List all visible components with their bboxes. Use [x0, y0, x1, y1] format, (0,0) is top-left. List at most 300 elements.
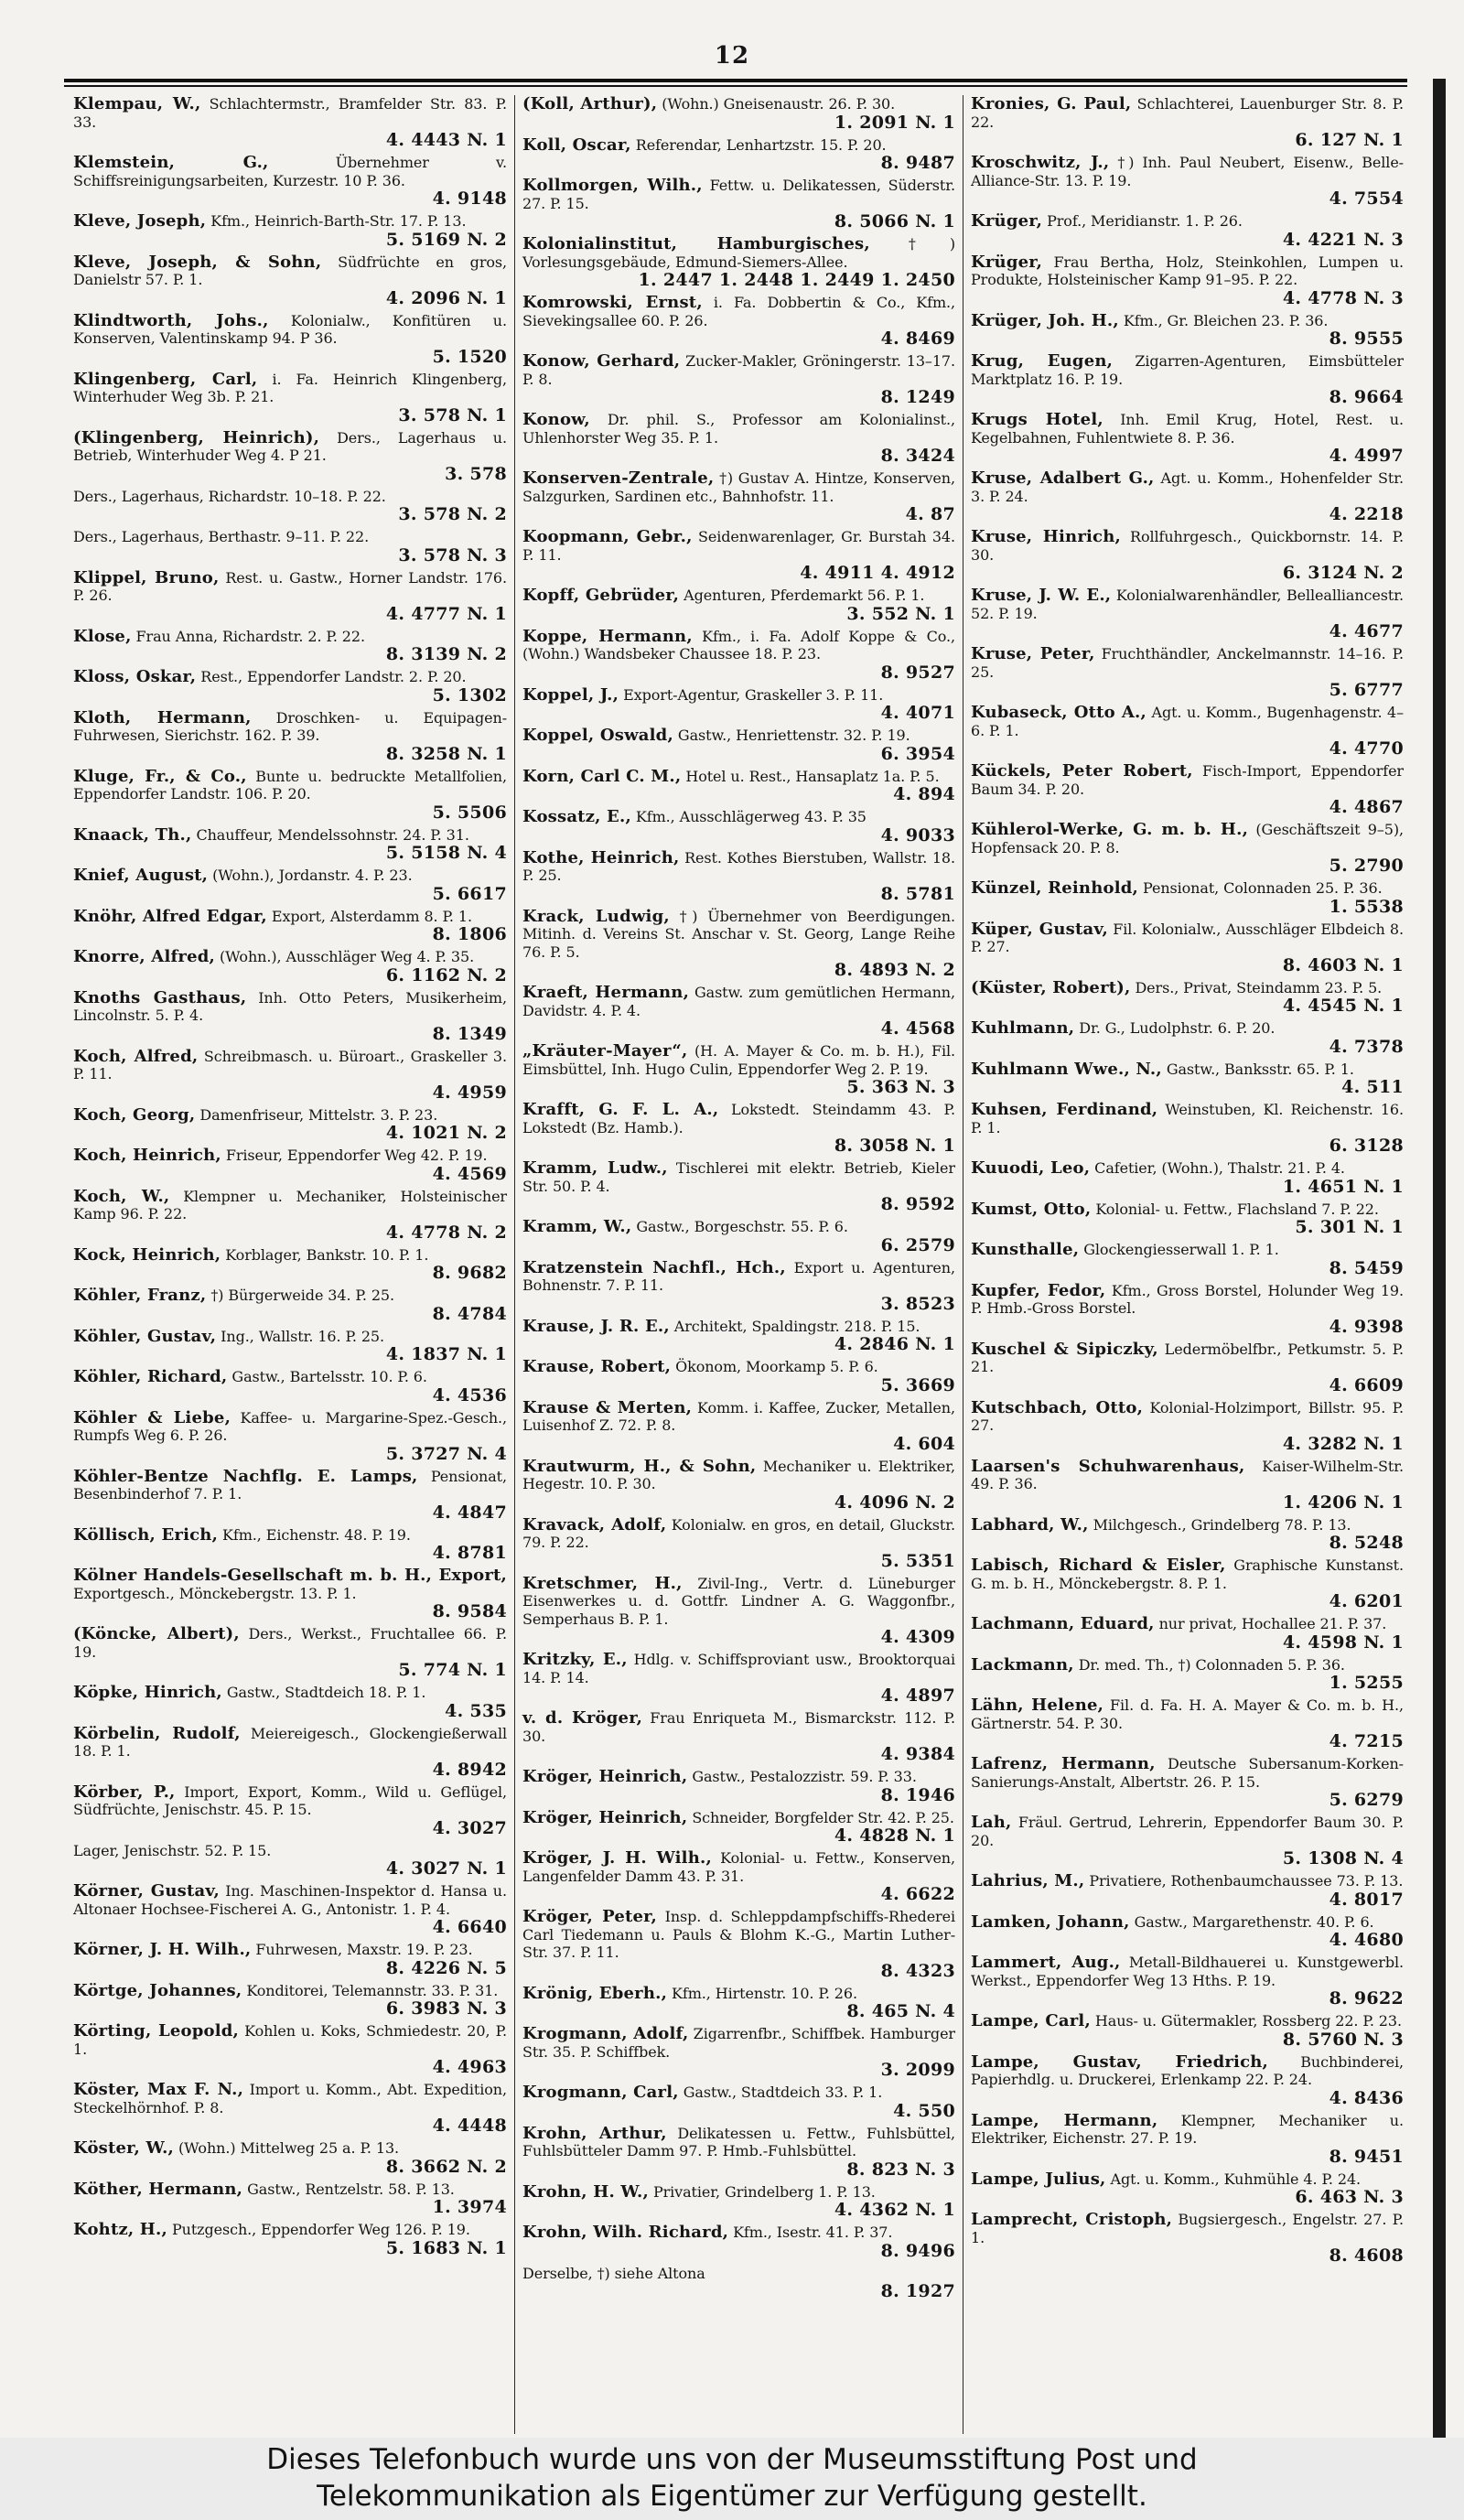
entry-details: (Geschäftszeit 9–5), Hopfensack 20. P. 8. [971, 821, 1404, 856]
entry-details: Exportgesch., Mönckebergstr. 13. P. 1. [73, 1584, 357, 1602]
entry-details: nur privat, Hochallee 21. P. 37. [1158, 1615, 1387, 1632]
entry-phone-number: 4. 4096 N. 2 [834, 1492, 955, 1513]
entry-name: Klemstein, G., [73, 153, 269, 172]
entry-phone-number: 4. 8017 [1329, 1889, 1404, 1910]
entry-phone-number: 5. 6777 [1329, 680, 1404, 700]
entry-details: Hotel u. Rest., Hansaplatz 1a. P. 5. [685, 767, 940, 785]
entry-name: Köhler & Liebe, [73, 1407, 231, 1427]
entry-name: Labisch, Richard & Eisler, [971, 1556, 1226, 1575]
entry-phone-number: 4. 4221 N. 3 [1282, 229, 1404, 250]
entry-details: Komm. i. Kaffee, Zucker, Metallen, Luisenhof Z. 72. P. 8. [522, 1398, 955, 1434]
entry-details: Gastw., Borgeschstr. 55. P. 6. [636, 1218, 848, 1235]
entry-phone-number: 4. 9398 [1329, 1316, 1404, 1337]
directory-entry [522, 2224, 955, 2261]
entry-details: Prof., Meridianstr. 1. P. 26. [1047, 212, 1243, 230]
entry-name: Kölner Handels-Gesellschaft m. b. H., Export, [73, 1566, 507, 1585]
directory-entry [522, 294, 955, 349]
directory-entry [73, 826, 507, 864]
entry-details: Schneider, Borgfelder Str. 42. P. 25. [692, 1808, 954, 1826]
directory-entry [73, 1468, 507, 1523]
entry-phone-number: 5. 1302 [432, 684, 507, 705]
entry-phone-number: 6. 3124 N. 2 [1282, 563, 1404, 583]
directory-entry [73, 1982, 507, 2019]
footer-line-2: Telekommunikation als Eigentümer zur Verfügung gestellt. [317, 2480, 1147, 2513]
entry-phone-number: 4. 4071 [880, 703, 955, 723]
entry-name: Krug, Eugen, [971, 351, 1114, 371]
entry-name: (Küster, Robert), [971, 977, 1131, 997]
entry-details: (Wohn.), Jordanstr. 4. P. 23. [212, 867, 413, 884]
entry-details: Übernehmer v. Schiffsreinigungsarbeiten, Kurzestr. 10 P. 36. [73, 154, 507, 189]
entry-details: Seidenwarenlager, Gr. Burstah 34. P. 11. [522, 528, 955, 564]
entry-phone-number: 4. 9033 [880, 824, 955, 845]
entry-phone-number: 4. 535 [445, 1700, 507, 1721]
column-2 [514, 95, 963, 2434]
entry-details: Inh. Emil Krug, Hotel, Rest. u. Kegelbahnen, Fuhlentwiete 8. P. 36. [971, 411, 1404, 447]
entry-name: Kothe, Heinrich, [522, 847, 680, 867]
entry-details: Privatier, Grindelberg 1. P. 13. [652, 2182, 876, 2201]
entry-details: Kohlen u. Koks, Schmiedestr. 20, P. 1. [73, 2022, 507, 2058]
entry-details: Ing. Maschinen-Inspektor d. Hansa u. Altonaer Hochsee-Fischerei A. G., Antonistr. 1. P. 4. [73, 1882, 507, 1918]
directory-entry [522, 1318, 955, 1355]
entry-details: Pensionat, Besenbinderhof 7. P. 1. [73, 1467, 507, 1502]
entry-details: Gastw., Stadtdeich 33. P. 1. [683, 2084, 883, 2101]
entry-phone-number: 8. 3662 N. 2 [385, 2156, 507, 2177]
entry-phone-number: 6. 463 N. 3 [1295, 2187, 1404, 2207]
directory-entry [522, 528, 955, 583]
entry-name: Lammert, Aug., [971, 1953, 1121, 1972]
column-1 [66, 95, 514, 2434]
column-3 [963, 95, 1411, 2434]
entry-details: Lager, Jenischstr. 52. P. 15. [73, 1841, 272, 1859]
directory-entry [971, 879, 1404, 917]
directory-entry [73, 528, 507, 565]
entry-phone-number: 8. 9451 [1329, 2146, 1404, 2167]
entry-details: Fruchthändler, Anckelmannstr. 14–16. P. 25. [971, 645, 1404, 681]
entry-phone-number: 4. 7378 [1329, 1036, 1404, 1057]
entry-name: Kossatz, E., [522, 807, 631, 826]
entry-details: Weinstuben, Kl. Reichenstr. 16. P. 1. [971, 1101, 1404, 1136]
entry-name: Kruse, Adalbert G., [971, 468, 1155, 488]
directory-entry [971, 1061, 1404, 1098]
entry-name: Kuhlmann Wwe., N., [971, 1059, 1162, 1079]
entry-name: Lampe, Hermann, [971, 2110, 1158, 2130]
entry-details: Gastw., Stadtdeich 18. P. 1. [226, 1684, 426, 1701]
entry-details: Kolonialw. en gros, en detail, Gluckstr. 79. P. 22. [522, 1515, 955, 1551]
entry-name: Kröger, Heinrich, [522, 1807, 688, 1827]
entry-details: Deutsche Subersanum-Korken-Sanierungs-Anstalt, Albertstr. 26. P. 15. [971, 1755, 1404, 1791]
directory-entry [971, 154, 1404, 209]
directory-entry [971, 1872, 1404, 1910]
entry-phone-number: 4. 4770 [1329, 738, 1404, 759]
directory-entry [522, 908, 955, 981]
entry-details: Bugsiergesch., Engelstr. 27. P. 1. [971, 2211, 1404, 2246]
directory-entry [522, 1849, 955, 1904]
entry-details: †) Bürgerweide 34. P. 25. [210, 1287, 394, 1304]
entry-name: Krogmann, Adolf, [522, 2024, 689, 2043]
directory-entry [522, 984, 955, 1039]
entry-phone-number: 8. 9664 [1329, 387, 1404, 407]
directory-entry [971, 2112, 1404, 2167]
entry-phone-number: 3. 552 N. 1 [846, 603, 955, 624]
entry-details: Graphische Kunstanst. G. m. b. H., Mönckebergstr. 8. P. 1. [971, 1556, 1404, 1592]
entry-phone-number: 4. 4777 N. 1 [385, 603, 507, 624]
entry-name: Lampe, Gustav, Friedrich, [971, 2052, 1268, 2072]
entry-details: Tischlerei mit elektr. Betrieb, Kieler Str. 50. P. 4. [522, 1159, 955, 1195]
directory-entry [971, 469, 1404, 524]
entry-name: Koch, Heinrich, [73, 1146, 221, 1165]
entry-name: Knaack, Th., [73, 824, 192, 845]
entry-name: Kramm, W., [522, 1217, 632, 1236]
entry-name: Kruse, Hinrich, [971, 527, 1121, 546]
entry-phone-number: 4. 4362 N. 1 [834, 2200, 955, 2220]
entry-phone-number: 4. 4448 [432, 2116, 507, 2136]
entry-details: Import u. Komm., Abt. Expedition, Steckelhörnhof. P. 8. [73, 2081, 507, 2116]
entry-name: Krönig, Eberh., [522, 1983, 668, 2003]
directory-entry [73, 212, 507, 250]
entry-phone-number: 8. 9592 [880, 1194, 955, 1214]
directory-entry [522, 352, 955, 407]
entry-phone-number: 6. 3983 N. 3 [385, 1998, 507, 2019]
footer-line-1: Dieses Telefonbuch wurde uns von der Museumsstiftung Post und [266, 2443, 1198, 2476]
entry-details: †) Inh. Paul Neubert, Eisenw., Belle-Alliance-Str. 13. P. 19. [971, 154, 1404, 189]
entry-phone-number: 1. 2091 N. 1 [834, 112, 955, 133]
entry-phone-number: 4. 4569 [432, 1163, 507, 1184]
entry-details: Insp. d. Schleppdampfschiffs-Rhederei Carl Tiedemann u. Pauls & Blohm K.-G., Martin Luther-Str. 37. P. 11. [522, 1908, 955, 1961]
entry-phone-number: 3. 578 [445, 463, 507, 484]
directory-entry [522, 1358, 955, 1395]
directory-entry [971, 1913, 1404, 1951]
entry-name: Kröger, Heinrich, [522, 1767, 688, 1786]
entry-details: Ing., Wallstr. 16. P. 25. [221, 1327, 385, 1345]
entry-phone-number: 4. 4963 [432, 2057, 507, 2077]
entry-details: Frau Bertha, Holz, Steinkohlen, Lumpen u. Produkte, Holsteinischer Kamp 91–95. P. 22. [971, 253, 1404, 288]
directory-entry [971, 645, 1404, 700]
entry-name: Kühlerol-Werke, G. m. b. H., [971, 820, 1249, 839]
directory-entry [73, 1328, 507, 1365]
entry-name: Krohn, Wilh. Richard, [522, 2223, 729, 2242]
entry-phone-number: 4. 4309 [880, 1627, 955, 1647]
directory-entry [971, 1019, 1404, 1057]
entry-details: Kfm., Hirtenstr. 10. P. 26. [672, 1984, 857, 2002]
entry-phone-number: 8. 3058 N. 1 [834, 1136, 955, 1156]
entry-details: Export-Agentur, Graskeller 3. P. 11. [623, 685, 884, 704]
entry-phone-number: 1. 5255 [1329, 1673, 1404, 1693]
directory-entry [971, 1201, 1404, 1238]
entry-name: Krogmann, Carl, [522, 2083, 679, 2102]
entry-phone-number: 8. 1946 [880, 1784, 955, 1805]
entry-phone-number: 4. 4778 N. 2 [385, 1222, 507, 1243]
directory-entry [522, 849, 955, 904]
entry-details: Klempner u. Mechaniker, Holsteinischer Kamp 96. P. 22. [73, 1187, 507, 1222]
directory-entry [522, 1159, 955, 1214]
entry-phone-number: 4. 8436 [1329, 2087, 1404, 2108]
entry-phone-number: 4. 6609 [1329, 1374, 1404, 1395]
entry-name: Köpke, Hinrich, [73, 1683, 222, 1702]
entry-phone-number: 5. 5506 [432, 802, 507, 823]
entry-phone-number: 8. 3139 N. 2 [385, 644, 507, 664]
directory-entry [73, 312, 507, 367]
entry-phone-number: 8. 5760 N. 3 [1282, 2029, 1404, 2050]
entry-details: Ders., Lagerhaus, Richardstr. 10–18. P. 22. [73, 487, 386, 505]
entry-details: Rest. Kothes Bierstuben, Wallstr. 18. P. 25. [522, 848, 955, 884]
entry-phone-number: 4. 4997 [1329, 446, 1404, 466]
entry-details: Ledermöbelfbr., Petkumstr. 5. P. 21. [971, 1340, 1405, 1375]
directory-entry [971, 312, 1404, 350]
entry-name: Kramm, Ludw., [522, 1158, 668, 1178]
directory-entry [971, 212, 1404, 250]
entry-details: Kfm., Ausschlägerweg 43. P. 35 [635, 808, 867, 825]
directory-entry [971, 2170, 1404, 2208]
entry-details: Rollfuhrgesch., Quickbornstr. 14. P. 30. [971, 528, 1404, 564]
entry-phone-number: 5. 5169 N. 2 [385, 229, 507, 250]
entry-details: (Wohn.), Ausschläger Weg 4. P. 35. [220, 948, 475, 965]
entry-details: †) Übernehmer von Beerdigungen. Mitinh. d. Vereins St. Anschar v. St. Georg, Lange Reihe 76. P. 5. [522, 907, 955, 961]
entry-name: Kruse, Peter, [971, 644, 1095, 663]
directory-entry [971, 1556, 1404, 1611]
directory-entry [73, 989, 507, 1044]
entry-phone-number: 3. 578 N. 1 [398, 404, 507, 425]
entry-name: Krause & Merten, [522, 1397, 693, 1417]
entry-phone-number: 5. 1520 [432, 346, 507, 367]
directory-entry [971, 1516, 1404, 1554]
directory-entry [522, 411, 955, 466]
directory-entry [522, 1809, 955, 1847]
directory-entry [971, 2211, 1404, 2266]
directory-entry [73, 2221, 507, 2258]
entry-name: Kleve, Joseph, & Sohn, [73, 252, 322, 272]
entry-phone-number: 4. 4545 N. 1 [1282, 996, 1404, 1016]
entry-phone-number: 4. 4911 4. 4912 [800, 563, 955, 583]
entry-details: Ders., Werkst., Fruchtallee 66. P. 19. [73, 1625, 507, 1661]
entry-phone-number: 4. 6622 [880, 1884, 955, 1904]
directory-entry [522, 686, 955, 724]
directory-entry [522, 136, 955, 174]
entry-name: Lah, [971, 1813, 1012, 1832]
entry-details: Kfm., i. Fa. Adolf Koppe & Co., (Wohn.) Wandsbeker Chaussee 18. P. 23. [522, 627, 955, 662]
entry-name: Kuuodi, Leo, [971, 1158, 1091, 1178]
entry-phone-number: 8. 5781 [880, 883, 955, 904]
entry-details: Delikatessen u. Fettw., Fuhlsbüttel, Fuhlsbütteler Damm 97. P. Hmb.-Fuhlsbüttel. [522, 2124, 955, 2159]
entry-name: Kollmorgen, Wilh., [522, 176, 703, 195]
entry-phone-number: 1. 3974 [432, 2197, 507, 2217]
entry-phone-number: 4. 8942 [432, 1759, 507, 1780]
entry-name: Knöhr, Alfred Edgar, [73, 906, 267, 926]
entry-details: Agt. u. Komm., Kuhmühle 4. P. 24. [1110, 2170, 1362, 2188]
directory-entry [522, 1218, 955, 1255]
directory-entry [522, 808, 955, 845]
entry-name: Koll, Oscar, [522, 135, 631, 155]
entry-name: Kretschmer, H., [522, 1573, 683, 1593]
entry-details: Kolonial- u. Fettw., Konserven, Langenfelder Damm 43. P. 31. [522, 1849, 955, 1885]
entry-name: Knief, August, [73, 866, 209, 885]
directory-entry [971, 1458, 1404, 1513]
entry-phone-number: 6. 3954 [880, 743, 955, 764]
entry-name: Kopff, Gebrüder, [522, 586, 680, 605]
entry-phone-number: 3. 2099 [880, 2060, 955, 2080]
entry-phone-number: 4. 511 [1341, 1077, 1404, 1097]
entry-name: Konserven-Zentrale, [522, 468, 715, 488]
entry-name: Krugs Hotel, [971, 410, 1103, 429]
entry-phone-number: 1. 5538 [1329, 896, 1404, 917]
entry-phone-number: 4. 9148 [432, 188, 507, 209]
entry-name: Körting, Leopold, [73, 2021, 240, 2041]
directory-entry [73, 768, 507, 823]
entry-phone-number: 4. 4867 [1329, 797, 1404, 817]
entry-phone-number: 8. 3258 N. 1 [385, 743, 507, 764]
entry-name: Klindtworth, Johs., [73, 310, 269, 330]
entry-phone-number: 8. 1349 [432, 1023, 507, 1044]
entry-phone-number: 4. 4778 N. 3 [1282, 287, 1404, 308]
directory-entry [971, 1954, 1404, 2008]
directory-entry [73, 1941, 507, 1978]
directory-entry [73, 1526, 507, 1564]
entry-phone-number: 4. 8781 [432, 1543, 507, 1563]
entry-name: Körber, P., [73, 1782, 176, 1802]
entry-name: Kuhsen, Ferdinand, [971, 1100, 1158, 1119]
entry-name: v. d. Kröger, [522, 1708, 643, 1728]
directory-entry [73, 569, 507, 624]
page-edge-bar [1433, 79, 1446, 2438]
entry-phone-number: 4. 550 [893, 2100, 955, 2121]
entry-name: Lampe, Julius, [971, 2169, 1106, 2189]
entry-name: Kronies, G. Paul, [971, 95, 1132, 113]
entry-details: Friseur, Eppendorfer Weg 42. P. 19. [225, 1147, 488, 1164]
entry-details: Zigarren-Agenturen, Eimsbütteler Marktplatz 16. P. 19. [971, 352, 1404, 388]
entry-name: Koppel, Oswald, [522, 726, 673, 745]
entry-phone-number: 4. 4598 N. 1 [1282, 1632, 1404, 1653]
entry-name: Köhler, Franz, [73, 1286, 207, 1305]
entry-phone-number: 8. 4784 [432, 1303, 507, 1324]
entry-details: Chauffeur, Mendelssohnstr. 24. P. 31. [196, 825, 469, 844]
entry-details: Export, Alsterdamm 8. P. 1. [271, 907, 472, 925]
entry-details: Kfm., Gross Borstel, Holunder Weg 19. P. Hmb.-Gross Borstel. [971, 1281, 1404, 1317]
directory-entry [73, 2181, 507, 2218]
entry-name: Kock, Heinrich, [73, 1244, 221, 1265]
entry-name: Konow, [522, 410, 590, 429]
entry-name: Körner, Gustav, [73, 1881, 221, 1901]
entry-details: (Wohn.) Mittelweg 25 a. P. 13. [178, 2139, 400, 2157]
directory-entry [522, 727, 955, 764]
entry-phone-number: 8. 1806 [432, 924, 507, 944]
entry-details: Inh. Otto Peters, Musikerheim, Lincolnstr. 5. P. 4. [73, 988, 507, 1024]
header-rule [64, 79, 1407, 87]
entry-name: Koppe, Hermann, [522, 626, 693, 646]
entry-name: Klempau, W., [73, 95, 201, 113]
directory-entry [522, 177, 955, 232]
entry-phone-number: 8. 9527 [880, 662, 955, 683]
entry-phone-number: 4. 4536 [432, 1384, 507, 1405]
entry-name: Küper, Gustav, [971, 919, 1108, 939]
directory-entry [73, 1048, 507, 1103]
entry-details: Kfm., Isestr. 41. P. 37. [733, 2224, 893, 2241]
entry-name: Köhler-Bentze Nachflg. E. Lamps, [73, 1466, 418, 1486]
entry-phone-number: 4. 3027 N. 1 [385, 1858, 507, 1879]
entry-phone-number: 8. 9682 [432, 1263, 507, 1283]
entry-details: Dr. G., Ludolphstr. 6. P. 20. [1079, 1019, 1276, 1037]
entry-phone-number: 5. 774 N. 1 [398, 1660, 507, 1680]
directory-entry [73, 1684, 507, 1721]
entry-name: Krüger, Joh. H., [971, 310, 1119, 330]
entry-name: Koch, W., [73, 1186, 170, 1206]
entry-name: Krautwurm, H., & Sohn, [522, 1456, 757, 1476]
entry-details: Putzgesch., Eppendorfer Weg 126. P. 19. [171, 2221, 470, 2238]
entry-phone-number: 4. 4959 [432, 1082, 507, 1103]
directory-entry [522, 628, 955, 683]
directory-entry [971, 1696, 1404, 1751]
entry-phone-number: 8. 1927 [880, 2281, 955, 2301]
entry-phone-number: 8. 823 N. 3 [846, 2159, 955, 2180]
directory-entry [522, 1101, 955, 1156]
directory-entry [522, 1259, 955, 1314]
entry-phone-number: 6. 1162 N. 2 [385, 964, 507, 985]
entry-phone-number: 4. 6201 [1329, 1591, 1404, 1611]
entry-phone-number: 4. 6640 [432, 1917, 507, 1937]
entry-phone-number: 4. 604 [893, 1433, 955, 1454]
entry-phone-number: 8. 4226 N. 5 [385, 1957, 507, 1978]
entry-name: Lackmann, [971, 1654, 1074, 1675]
directory-entry [971, 2012, 1404, 2050]
entry-phone-number: 5. 3669 [880, 1374, 955, 1395]
entry-phone-number: 4. 4443 N. 1 [385, 130, 507, 150]
entry-name: Kubaseck, Otto A., [971, 703, 1146, 722]
directory-entry [971, 587, 1404, 641]
directory-entry [971, 704, 1404, 759]
entry-phone-number: 8. 4603 N. 1 [1282, 954, 1404, 975]
entry-name: Kohtz, H., [73, 2220, 167, 2239]
directory-entry [73, 908, 507, 945]
directory-entry [971, 528, 1404, 583]
entry-name: Knorre, Alfred, [73, 947, 216, 966]
entry-details: Klempner, Mechaniker u. Elektriker, Eichenstr. 27. P. 19. [971, 2111, 1404, 2147]
entry-name: Kravack, Adolf, [522, 1514, 667, 1535]
directory-entry [522, 768, 955, 805]
entry-phone-number: 4. 894 [893, 784, 955, 804]
directory-entry [73, 1409, 507, 1464]
entry-name: Lampe, Carl, [971, 2011, 1091, 2030]
entry-phone-number: 4. 1837 N. 1 [385, 1344, 507, 1364]
entry-phone-number: 8. 9487 [880, 153, 955, 173]
entry-details: Kaiser-Wilhelm-Str. 49. P. 36. [971, 1457, 1404, 1492]
entry-details: Kolonial- u. Fettw., Flachsland 7. P. 22. [1095, 1200, 1379, 1218]
directory-entry [73, 488, 507, 525]
entry-name: Körtge, Johannes, [73, 1980, 242, 2000]
entry-phone-number: 8. 9496 [880, 2240, 955, 2261]
entry-name: Konow, Gerhard, [522, 351, 681, 371]
entry-details: Privatiere, Rothenbaumchaussee 73. P. 13. [1089, 1872, 1404, 1890]
entry-phone-number: 5. 301 N. 1 [1295, 1217, 1404, 1237]
page-number: 12 [714, 42, 750, 70]
entry-name: Kunsthalle, [971, 1240, 1080, 1259]
entry-phone-number: 1. 4206 N. 1 [1282, 1492, 1404, 1513]
entry-details: Ders., Lagerhaus u. Betrieb, Winterhuder Weg 4. P 21. [73, 428, 507, 464]
entry-name: Köhler, Richard, [73, 1367, 228, 1386]
entry-name: Klippel, Bruno, [73, 567, 220, 587]
entry-phone-number: 3. 8523 [880, 1293, 955, 1314]
directory-entry [73, 628, 507, 665]
entry-name: Köhler, Gustav, [73, 1326, 217, 1346]
entry-phone-number: 1. 2447 1. 2448 1. 2449 1. 2450 [638, 270, 955, 290]
entry-phone-number: 4. 4897 [880, 1685, 955, 1706]
entry-name: Kröger, J. H. Wilh., [522, 1848, 712, 1868]
entry-details: Korblager, Bankstr. 10. P. 1. [225, 1245, 429, 1264]
directory-entry [73, 867, 507, 904]
directory-entry [971, 1341, 1404, 1395]
entry-details: Zigarrenfbr., Schiffbek. Hamburger Str. 35. P. Schiffbek. [522, 2025, 955, 2061]
directory-entry [971, 921, 1404, 975]
entry-phone-number: 8. 5248 [1329, 1533, 1404, 1553]
entry-details: Gastw., Margarethenstr. 40. P. 6. [1134, 1912, 1374, 1931]
entry-name: Lachmann, Eduard, [971, 1614, 1155, 1633]
